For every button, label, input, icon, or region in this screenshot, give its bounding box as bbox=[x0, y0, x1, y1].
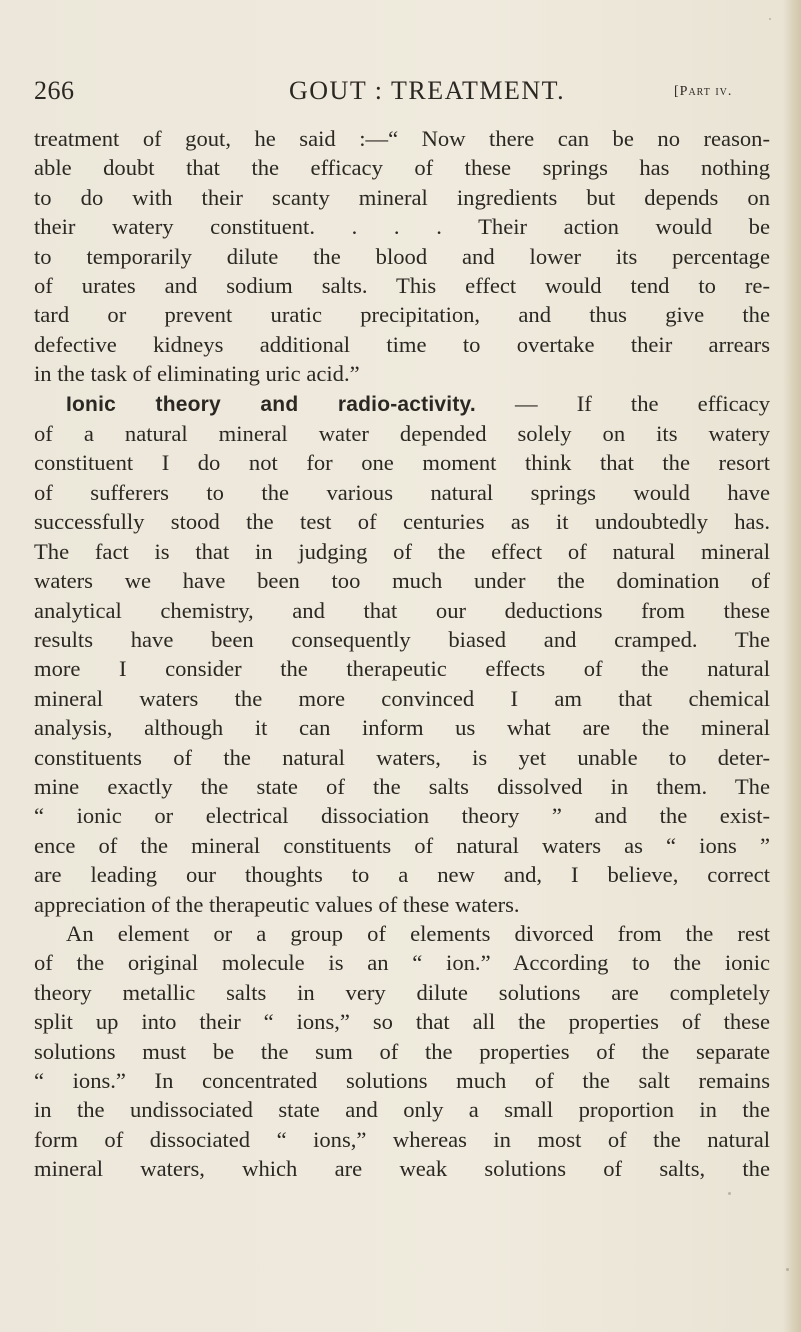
text-line: in the task of eliminating uric acid.” bbox=[34, 361, 360, 387]
paper-speck bbox=[786, 1268, 789, 1271]
text-line: mineral waters the more convinced I am that chemical bbox=[34, 685, 770, 711]
text-line: defective kidneys additional time to overtake their arrears bbox=[34, 331, 770, 357]
text-line: The fact is that in judging of the effect of natural mineral bbox=[34, 538, 770, 564]
paragraph-ions bbox=[34, 919, 770, 1184]
page-header bbox=[34, 76, 774, 116]
sidehead-line bbox=[34, 389, 770, 419]
text-line: form of dissociated “ ions,” whereas in most of the natural bbox=[34, 1126, 770, 1152]
text-line: appreciation of the therapeutic values of these waters. bbox=[34, 891, 520, 917]
text-line: analysis, although it can inform us what are the mineral bbox=[34, 715, 770, 741]
text-line: theory metallic salts in very dilute solutions are completely bbox=[34, 979, 770, 1005]
text-line: constituent I do not for one moment think that the resort bbox=[34, 450, 770, 476]
text-line: constituents of the natural waters, is yet unable to deter- bbox=[34, 744, 770, 770]
page-edge-shadow bbox=[783, 0, 801, 1332]
text-line: of sufferers to the various natural springs would have bbox=[34, 479, 770, 505]
text-line: treatment of gout, he said :—“ Now there can be no reason- bbox=[34, 126, 770, 151]
text-line: “ ionic or electrical dissociation theory ” and the exist- bbox=[34, 803, 770, 829]
section-sidehead: Ionic theory and radio-activity. bbox=[66, 392, 476, 416]
text-line: to do with their scanty mineral ingredients but depends on bbox=[34, 184, 770, 210]
text-line: ence of the mineral constituents of natural waters as “ ions ” bbox=[34, 832, 770, 858]
paper-speck bbox=[728, 1192, 731, 1195]
text-line: “ ions.” In concentrated solutions much of the salt remains bbox=[34, 1068, 770, 1093]
text-line: are leading our thoughts to a new and, I believe, correct bbox=[34, 862, 770, 888]
text-line: solutions must be the sum of the properties of the separate bbox=[34, 1038, 770, 1064]
part-label: [Part iv. bbox=[674, 84, 733, 99]
paragraph-quote bbox=[34, 124, 770, 389]
running-title: GOUT : TREATMENT. bbox=[289, 76, 566, 105]
text-line: more I consider the therapeutic effects of the natural bbox=[34, 656, 770, 682]
text-line: able doubt that the efficacy of these springs has nothing bbox=[34, 155, 770, 181]
page-number: 266 bbox=[34, 76, 75, 105]
text-line: of a natural mineral water depended solely on its watery bbox=[34, 421, 770, 447]
text-line: to temporarily dilute the blood and lower its percentage bbox=[34, 243, 770, 269]
text-line: mineral waters, which are weak solutions of salts, the bbox=[34, 1156, 770, 1182]
text-line: tard or prevent uratic precipitation, and thus give the bbox=[34, 302, 770, 328]
paper-speck bbox=[769, 18, 771, 20]
text-line: successfully stood the test of centuries as it undoubtedly has. bbox=[34, 509, 770, 535]
text-line: analytical chemistry, and that our deductions from these bbox=[34, 597, 770, 623]
text-line: in the undissociated state and only a small proportion in the bbox=[34, 1097, 770, 1123]
text-line: waters we have been too much under the domination of bbox=[34, 568, 770, 594]
text-line: of the original molecule is an “ ion.” According to the ionic bbox=[34, 950, 770, 976]
body-text bbox=[34, 124, 770, 1184]
text-line: mine exactly the state of the salts dissolved in them. The bbox=[34, 773, 770, 799]
sidehead-continuation: — If the efficacy bbox=[475, 390, 770, 416]
text-line: of urates and sodium salts. This effect would tend to re- bbox=[34, 273, 770, 299]
text-line: their watery constituent. . . . Their action would be bbox=[34, 214, 770, 240]
text-line: results have been consequently biased and cramped. The bbox=[34, 626, 770, 652]
paragraph-ionic-theory bbox=[34, 389, 770, 919]
text-line: An element or a group of elements divorced from the rest bbox=[66, 920, 770, 946]
text-line: split up into their “ ions,” so that all the properties of these bbox=[34, 1009, 770, 1035]
